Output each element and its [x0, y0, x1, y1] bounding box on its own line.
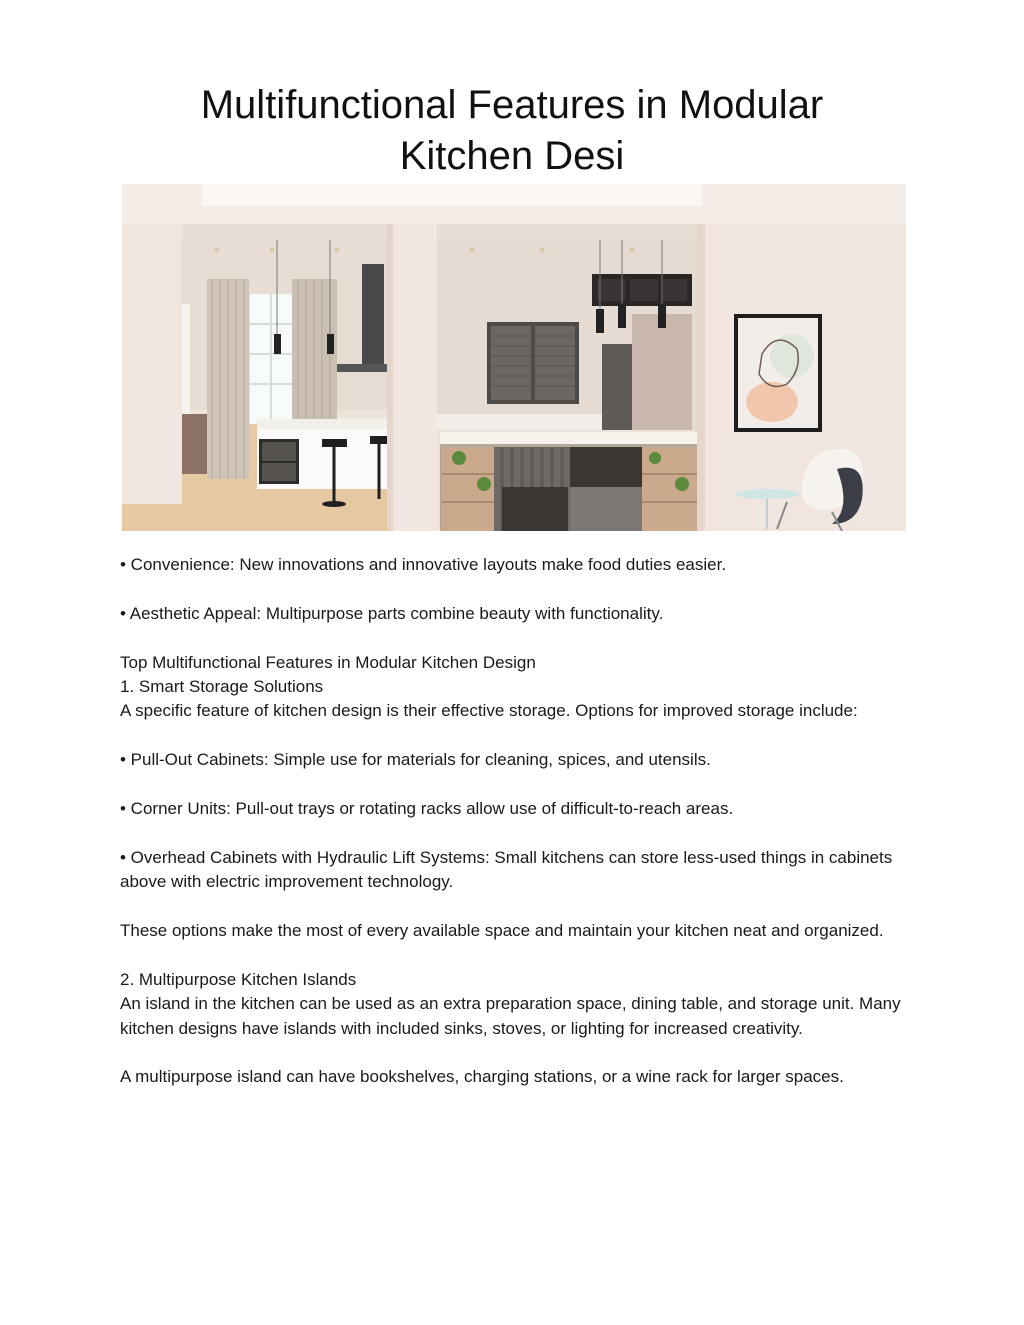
storage-summary-paragraph: These options make the most of every available space and maintain your kitchen neat and organized.: [120, 921, 884, 940]
page-title: [122, 80, 902, 182]
subsection-heading-storage: 1. Smart Storage Solutions: [120, 677, 324, 696]
document-body: [120, 553, 910, 1090]
islands-paragraph-2: A multipurpose island can have bookshelves, charging stations, or a wine rack for larger spaces.: [120, 1067, 844, 1087]
title-line-2: Kitchen Desi: [399, 134, 625, 178]
bullet-overhead-cabinets: • Overhead Cabinets with Hydraulic Lift Systems: Small kitchens can store less-used things in cabinets above with electric improvement technology.: [120, 847, 893, 892]
bullet-corner-units: • Corner Units: Pull-out trays or rotating racks allow use of difficult-to-reach areas.: [120, 799, 734, 818]
islands-paragraph-1: An island in the kitchen can be used as an extra preparation space, dining table, and storage unit. Many kitchen designs have islands with included sinks, stoves, or lighting for increased creativity.: [120, 994, 901, 1038]
kitchen-render-image: [122, 184, 906, 531]
storage-intro-paragraph: A specific feature of kitchen design is their effective storage. Options for improved storage include:: [120, 701, 858, 721]
title-line-1: Multifunctional Features in Modular: [200, 83, 824, 127]
section-heading: Top Multifunctional Features in Modular Kitchen Design: [120, 652, 536, 672]
bullet-pull-out-cabinets: • Pull-Out Cabinets: Simple use for materials for cleaning, spices, and utensils.: [120, 750, 711, 770]
bullet-aesthetic-appeal: • Aesthetic Appeal: Multipurpose parts combine beauty with functionality.: [120, 603, 664, 623]
bullet-convenience: • Convenience: New innovations and innovative layouts make food duties easier.: [120, 555, 727, 574]
subsection-heading-islands: 2. Multipurpose Kitchen Islands: [120, 969, 357, 989]
